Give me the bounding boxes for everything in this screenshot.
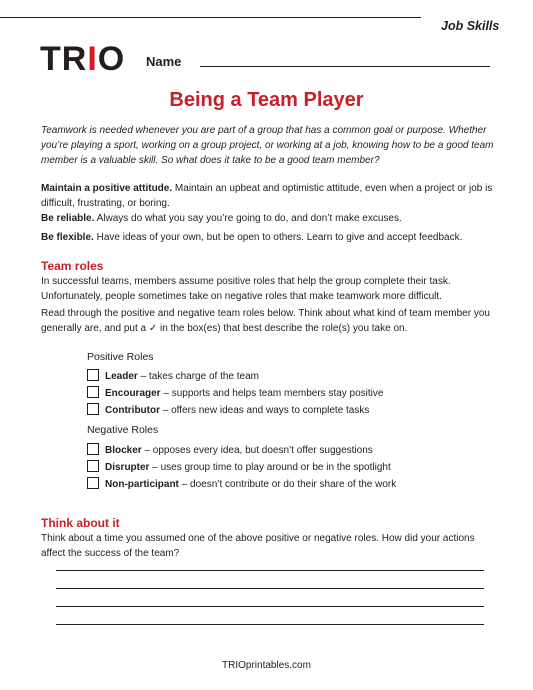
- role-checkbox[interactable]: [87, 460, 99, 472]
- role-checkbox[interactable]: [87, 403, 99, 415]
- tip-text: Maintain an upbeat and optimistic attitude, even when a project or job is difficult, frustrating, or boring.: [41, 183, 493, 209]
- trio-logo: [40, 42, 125, 76]
- page-title: Being a Team Player: [169, 89, 364, 111]
- category-tag: Job Skills: [441, 19, 500, 33]
- header-rule: [0, 17, 421, 18]
- logo-part-1: TR: [40, 40, 88, 78]
- role-name: Leader: [105, 371, 138, 382]
- role-desc: – offers new ideas and ways to complete tasks: [162, 405, 370, 416]
- intro-paragraph: Teamwork is needed whenever you are part of a group that has a common goal or purpose. Whether you’re playing a sport, working on a group project, or working at a job, knowing how to be a good team member is a valuable skill. So what does it take to be a good team member?: [41, 125, 494, 166]
- tip-flexible: [41, 230, 501, 245]
- tip-positive-attitude: [41, 181, 501, 211]
- positive-roles-heading: Positive Roles: [87, 351, 154, 363]
- role-desc: – takes charge of the team: [140, 371, 259, 382]
- tip-term: Be reliable.: [41, 213, 95, 224]
- writing-line[interactable]: [56, 624, 484, 625]
- tip-text: Always do what you say you’re going to do, and don’t make excuses.: [96, 213, 402, 224]
- role-name: Disrupter: [105, 462, 150, 473]
- role-contributor: [87, 403, 369, 418]
- role-desc: – supports and helps team members stay positive: [163, 388, 384, 399]
- think-prompt: Think about a time you assumed one of the above positive or negative roles. How did your actions affect the success of the team?: [41, 533, 475, 559]
- role-desc: – uses group time to play around or be in the spotlight: [152, 462, 391, 473]
- role-name: Non-participant: [105, 479, 179, 490]
- role-name: Contributor: [105, 405, 160, 416]
- writing-line[interactable]: [56, 570, 484, 571]
- team-roles-heading: Team roles: [41, 259, 104, 273]
- tip-term: Maintain a positive attitude.: [41, 183, 173, 194]
- name-label: Name: [146, 54, 182, 69]
- tip-reliable: [41, 211, 501, 226]
- role-leader: [87, 369, 259, 384]
- tip-text: Have ideas of your own, but be open to others. Learn to give and accept feedback.: [96, 232, 463, 243]
- team-roles-paragraph-1: In successful teams, members assume positive roles that help the group complete their task. Unfortunately, people sometimes take on negative roles that make teamwork more difficult.: [41, 276, 451, 302]
- logo-part-3: O: [97, 40, 126, 78]
- writing-line[interactable]: [56, 588, 484, 589]
- role-checkbox[interactable]: [87, 386, 99, 398]
- role-checkbox[interactable]: [87, 477, 99, 489]
- role-desc: – doesn’t contribute or do their share of the work: [181, 479, 397, 490]
- role-encourager: [87, 386, 383, 401]
- think-heading: Think about it: [41, 516, 120, 530]
- role-checkbox[interactable]: [87, 443, 99, 455]
- role-checkbox[interactable]: [87, 369, 99, 381]
- footer-url: TRIOprintables.com: [222, 660, 311, 671]
- role-name: Blocker: [105, 445, 142, 456]
- writing-line[interactable]: [56, 606, 484, 607]
- role-name: Encourager: [105, 388, 161, 399]
- name-field-line[interactable]: [200, 66, 490, 67]
- team-roles-paragraph-2: Read through the positive and negative team roles below. Think about what kind of team member you generally are, and put a ✓ in the box(es) that best describe the role(s) you take on.: [41, 308, 490, 334]
- logo-part-2: I: [87, 40, 98, 78]
- role-non-participant: [87, 477, 396, 492]
- tip-term: Be flexible.: [41, 232, 94, 243]
- role-desc: – opposes every idea, but doesn’t offer suggestions: [144, 445, 373, 456]
- role-blocker: [87, 443, 373, 458]
- negative-roles-heading: Negative Roles: [87, 424, 159, 436]
- role-disrupter: [87, 460, 391, 475]
